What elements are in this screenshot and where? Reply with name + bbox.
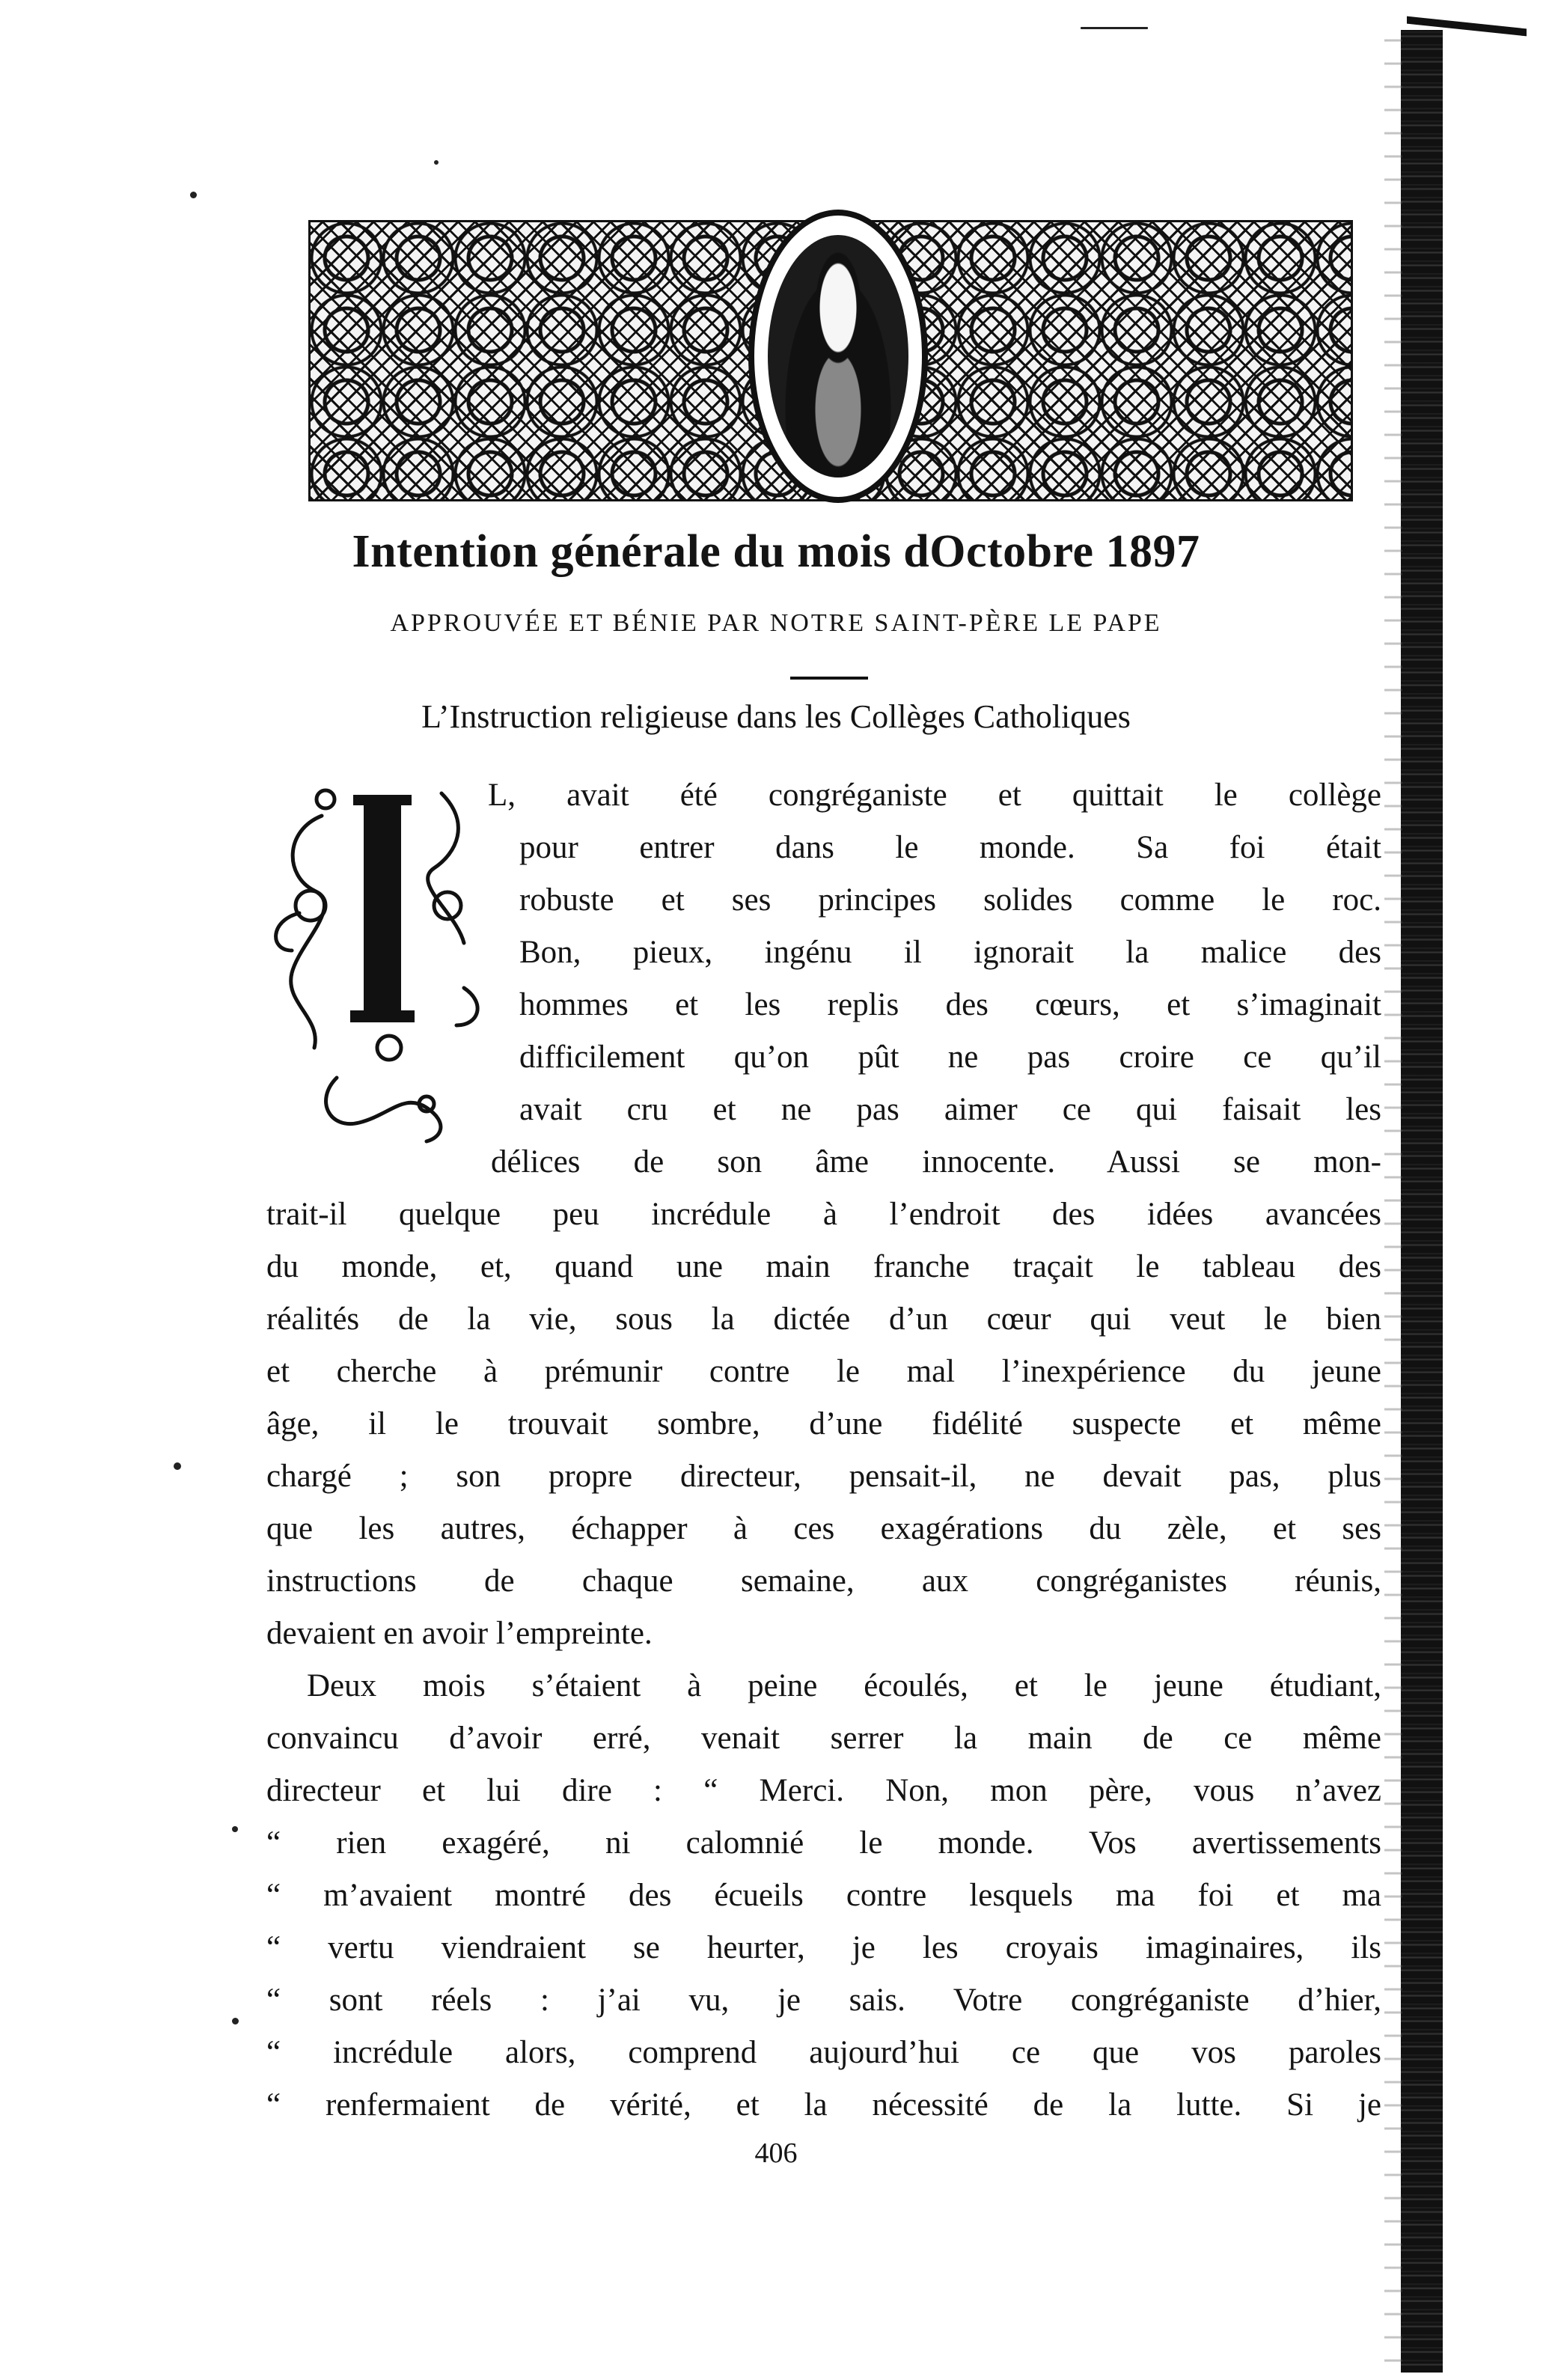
text-line: robuste et ses principes solides comme le roc. [519, 882, 1381, 918]
approval-line: APPROUVÉE ET BÉNIE PAR NOTRE SAINT-PÈRE LE PAPE [390, 609, 1162, 637]
text-line: “ incrédule alors, comprend aujourd’hui ce que vos paroles [266, 2035, 1381, 2070]
text-line: convaincu d’avoir erré, venait serrer la main de ce même [266, 1721, 1381, 1756]
text-line: devaient en avoir l’empreinte. [266, 1616, 653, 1651]
text-line: hommes et les replis des cœurs, et s’imaginait [519, 987, 1381, 1022]
text-line: délices de son âme innocente. Aussi se mon- [491, 1144, 1381, 1180]
text-line: “ rien exagéré, ni calomnié le monde. Vos avertissements [266, 1825, 1381, 1861]
text-line: “ sont réels : j’ai vu, je sais. Votre congréganiste d’hier, [266, 1983, 1381, 2018]
text-line: “ vertu viendraient se heurter, je les croyais imaginaires, ils [266, 1930, 1381, 1965]
text-line: pour entrer dans le monde. Sa foi était [519, 830, 1381, 865]
page-number: 406 [754, 2138, 798, 2169]
text-line: chargé ; son propre directeur, pensait-il, ne devait pas, plus [266, 1459, 1381, 1494]
text-line: directeur et lui dire : “ Merci. Non, mon père, vous n’avez [266, 1773, 1381, 1808]
text-line: du monde, et, quand une main franche traçait le tableau des [266, 1249, 1381, 1284]
text-line: Bon, pieux, ingénu il ignorait la malice des [519, 935, 1381, 970]
dropcap-letter: I [382, 1003, 383, 1004]
text-line: trait-il quelque peu incrédule à l’endroit des idées avancées [266, 1197, 1381, 1232]
text-line: âge, il le trouvait sombre, d’une fidélité suspecte et même [266, 1406, 1381, 1441]
text-line: et cherche à prémunir contre le mal l’inexpérience du jeune [266, 1354, 1381, 1389]
text-line: avait cru et ne pas aimer ce qui faisait les [519, 1092, 1381, 1127]
text-line: “ m’avaient montré des écueils contre lesquels ma foi et ma [266, 1878, 1381, 1913]
text-line: “ renfermaient de vérité, et la nécessité de la lutte. Si je [266, 2087, 1381, 2123]
page-title: Intention générale du mois dOctobre 1897 [352, 526, 1200, 577]
text-line: L, avait été congréganiste et quittait le collège [488, 778, 1381, 813]
text-line: réalités de la vie, sous la dictée d’un cœur qui veut le bien [266, 1302, 1381, 1337]
text-line: instructions de chaque semaine, aux congréganistes réunis, [266, 1563, 1381, 1599]
text-line: difficilement qu’on pût ne pas croire ce qu’il [519, 1040, 1381, 1075]
article-subtitle: L’Instruction religieuse dans les Collèges Catholiques [421, 698, 1131, 735]
text-line: que les autres, échapper à ces exagérations du zèle, et ses [266, 1511, 1381, 1546]
text-line: Deux mois s’étaient à peine écoulés, et le jeune étudiant, [307, 1668, 1381, 1703]
